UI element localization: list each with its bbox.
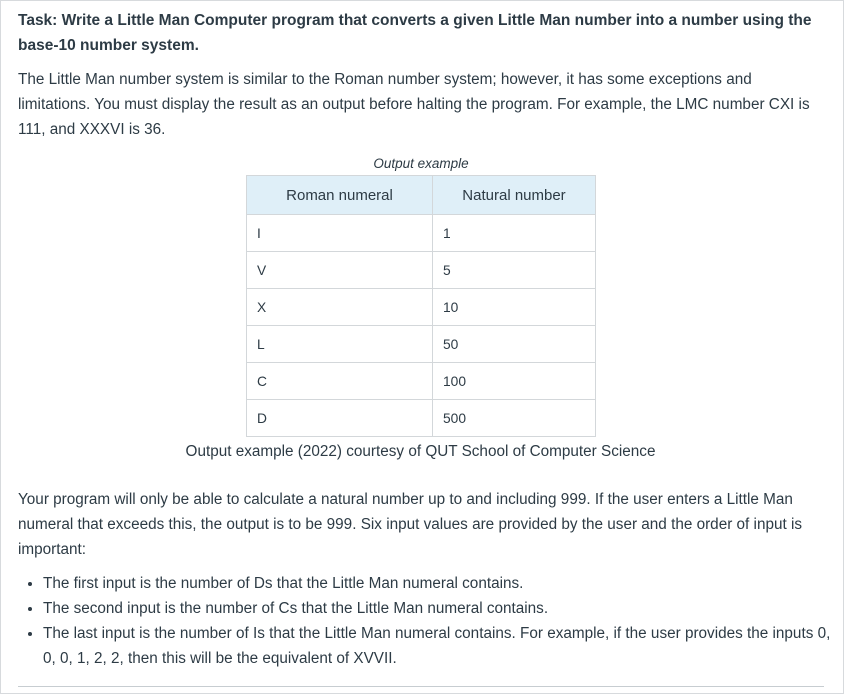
requirements-paragraph: Your program will only be able to calculate a natural number up to and including 999. If the user enters a Little Man numeral that exceeds this, the output is to be 999. Six input values are provided by the user and the order of input is important: [18,491,803,558]
natural-cell: 5 [433,252,596,289]
natural-cell: 50 [433,326,596,363]
table-row [247,326,596,363]
table-caption: Output example [373,156,469,171]
figure-caption: Output example (2022) courtesy of QUT School of Computer Science [185,443,656,460]
column-header-natural: Natural number [433,176,596,215]
table-row [247,215,596,252]
input-order-list [18,571,843,671]
intro-paragraph: The Little Man number system is similar to the Roman number system; however, it has some exceptions and limitations. You must display the result as an output before halting the program. For example, the LMC number CXI is 111, and XXXVI is 36. [18,71,810,138]
list-item: • The last input is the number of Is that the Little Man numeral contains. For example, if the user provides the inputs 0, 0, 0, 1, 2, 2, then this will be the equivalent of XVVII. [43,621,843,671]
task-heading: Task: Write a Little Man Computer program that converts a given Little Man number into a number using the base-10 number system. [18,12,812,54]
natural-cell: 1 [433,215,596,252]
roman-cell: I [247,215,433,252]
natural-cell: 100 [433,363,596,400]
table-row [247,289,596,326]
roman-cell: V [247,252,433,289]
table-row [247,252,596,289]
bottom-divider [18,686,824,687]
list-item: • The second input is the number of Cs that the Little Man numeral contains. [43,596,843,621]
table-row [247,363,596,400]
natural-cell: 500 [433,400,596,437]
roman-numeral-table [246,175,596,437]
table-row [247,400,596,437]
roman-cell: X [247,289,433,326]
roman-cell: D [247,400,433,437]
natural-cell: 10 [433,289,596,326]
roman-cell: L [247,326,433,363]
column-header-roman: Roman numeral [247,176,433,215]
roman-cell: C [247,363,433,400]
table-header-row [247,176,596,215]
list-item: • The first input is the number of Ds that the Little Man numeral contains. [43,571,843,596]
